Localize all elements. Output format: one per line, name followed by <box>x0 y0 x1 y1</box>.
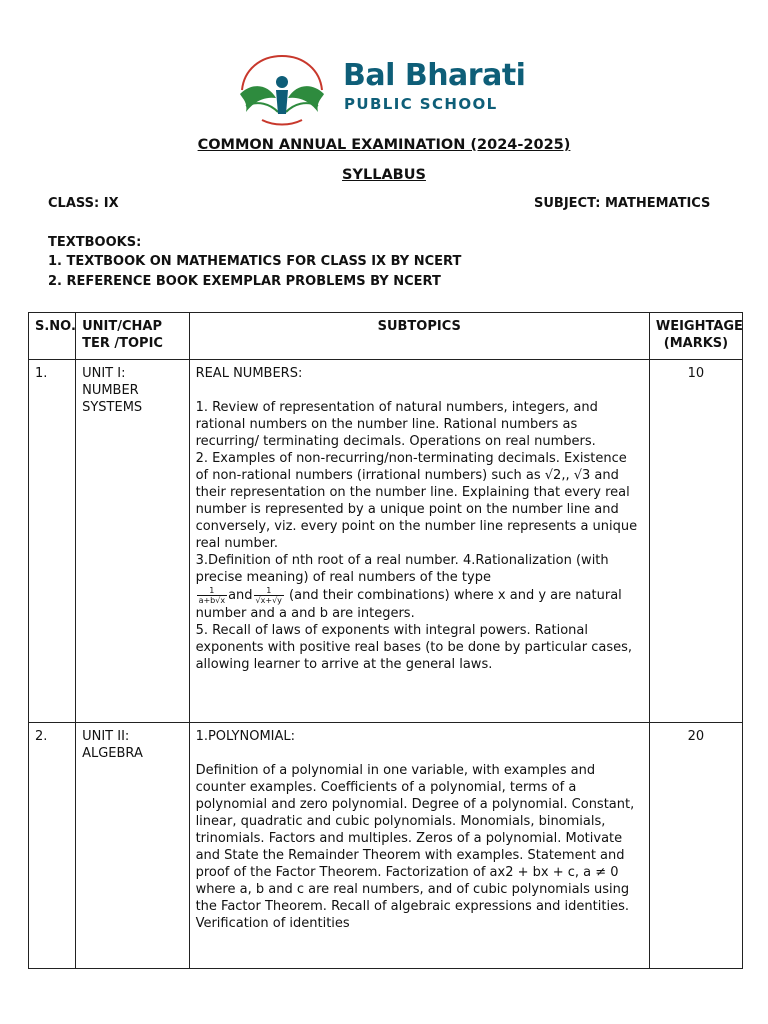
subtopic-paragraph: 2. Examples of non-recurring/non-terminating decimals. Existence of non-rational numbers (irrational numbers) such as √2,, √3 and their representation on the number line. Explaining that every real number is represented by a unique point on the number line and conversely, viz. every point on the number line represents a unique real number. <box>195 451 638 551</box>
header-subtopics: SUBTOPICS <box>189 313 649 360</box>
subtopic-paragraph: 1. Review of representation of natural numbers, integers, and rational numbers on the number line. Rational numbers as recurring/ terminating decimals. Operations on real numbers. <box>195 400 598 449</box>
subtopic-heading: REAL NUMBERS: <box>195 366 303 381</box>
winged-emblem-icon <box>232 48 332 128</box>
textbook-item: 1. TEXTBOOK ON MATHEMATICS FOR CLASS IX BY NCERT <box>48 254 462 269</box>
subtopic-heading: 1.POLYNOMIAL: <box>195 729 296 744</box>
table-row <box>29 360 743 723</box>
row-weightage: 10 <box>649 360 742 723</box>
subtopic-paragraph: 3.Definition of nth root of a real number. 4.Rationalization (with precise meaning) of real numbers of the type $\frac{1}{a+b√x}$ and $\frac{1}{√x+√y}$ (and their combinations) where x and y are natural number and a and b are integers. <box>195 553 622 621</box>
class-label: CLASS: IX <box>48 196 119 211</box>
subtopic-paragraph: Verification of identities <box>195 916 350 931</box>
textbooks-heading: TEXTBOOKS: <box>48 235 142 250</box>
subtopic-paragraph: Definition of a polynomial in one variable, with examples and counter examples. Coefficients of a polynomial, terms of a polynomial and zero polynomial. Degree of a polynomial. Constant, linear, quadratic and cubic polynomials. Monomials, binomials, trinomials. Factors and multiples. Zeros of a polynomial. Motivate and State the Remainder Theorem with examples. Statement and proof of the Factor Theorem. Factorization of ax2 + bx + c, a ≠ 0 where a, b and c are real numbers, and of cubic polynomials using the Factor Theorem. Recall of algebraic expressions and identities. <box>195 763 635 914</box>
row-unit: UNIT II: ALGEBRA <box>76 723 189 969</box>
textbook-item: 2. REFERENCE BOOK EXEMPLAR PROBLEMS BY NCERT <box>48 274 441 289</box>
row-weightage: 20 <box>649 723 742 969</box>
subtopic-paragraph: 5. Recall of laws of exponents with integral powers. Rational exponents with positive real bases (to be done by particular cases, allowing learner to arrive at the general laws. <box>195 623 633 672</box>
row-unit: UNIT I: NUMBER SYSTEMS <box>76 360 189 723</box>
fraction: $\frac{1}{a+b√x}$ <box>198 586 226 605</box>
school-name: Bal Bharati <box>343 58 526 93</box>
row-sno: 1. <box>29 360 76 723</box>
school-logo <box>232 48 532 128</box>
document-title: SYLLABUS <box>342 167 426 183</box>
header-weightage: WEIGHTAGE (MARKS) <box>649 313 742 360</box>
fraction: $\frac{1}{√x+√y}$ <box>255 586 282 605</box>
irrational-examples: √2,, √3 <box>544 468 591 483</box>
school-subtitle: PUBLIC SCHOOL <box>344 95 498 113</box>
table-row <box>29 723 743 969</box>
row-sno: 2. <box>29 723 76 969</box>
table-header-row <box>29 313 743 360</box>
header-sno: S.NO. <box>29 313 76 360</box>
exam-title: COMMON ANNUAL EXAMINATION (2024-2025) <box>197 137 571 153</box>
subject-label: SUBJECT: MATHEMATICS <box>534 196 711 211</box>
header-unit: UNIT/CHAP TER /TOPIC <box>76 313 189 360</box>
row-subtopics <box>189 360 649 723</box>
syllabus-table <box>28 312 743 969</box>
row-subtopics <box>189 723 649 969</box>
